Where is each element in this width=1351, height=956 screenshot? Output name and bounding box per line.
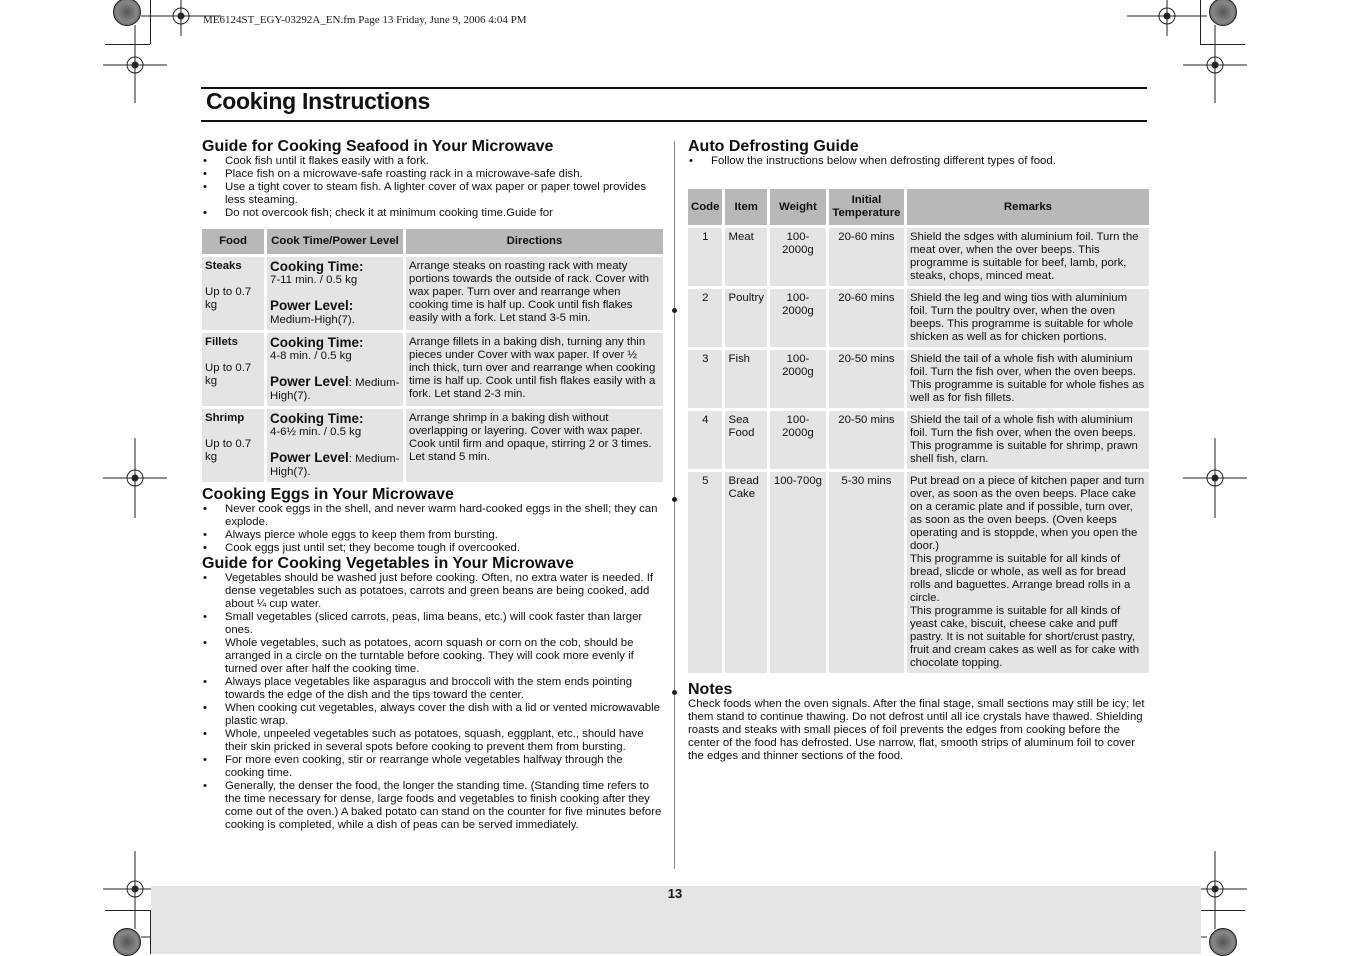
list-item: • When cooking cut vegetables, always cover the dish with a lid or vented microwavable plastic wrap. (202, 702, 664, 728)
list-item: • Always pierce whole eggs to keep them from bursting. (202, 529, 664, 542)
code-cell: 3 (688, 350, 722, 408)
remarks-cell: Shield the leg and wing tios with aluminium foil. Turn the poultry over, when the oven beeps. This programme is suitable for whole shicken as well as for chicken portions. (907, 289, 1149, 347)
weight-cell: 100-2000g (770, 411, 826, 469)
table-row (202, 409, 663, 482)
list-item: • Do not overcook fish; check it at minimum cooking time.Guide for (202, 207, 664, 220)
page-title: Cooking Instructions (206, 88, 431, 114)
temp-cell: 20-50 mins (829, 350, 904, 408)
defrost-bullets (688, 155, 1150, 168)
vegetables-section (202, 555, 664, 832)
list-item: • For more even cooking, stir or rearrange whole vegetables halfway through the cooking time. (202, 754, 664, 780)
eggs-title: Cooking Eggs in Your Microwave (202, 486, 454, 503)
list-item: • Follow the instructions below when defrosting different types of food. (688, 155, 1150, 168)
cooking-time-label: Cooking Time: (270, 411, 364, 426)
code-cell: 2 (688, 289, 722, 347)
table-row (688, 411, 1149, 469)
food-amount: Up to 0.7 kg (205, 362, 252, 387)
food-amount: Up to 0.7 kg (205, 286, 252, 311)
food-name: Fillets (205, 336, 238, 348)
table-row (688, 350, 1149, 408)
power-level-value: Medium-High(7). (270, 314, 355, 326)
cooking-time-value: 4-6½ min. / 0.5 kg (270, 426, 362, 438)
food-name: Shrimp (205, 412, 245, 424)
vegetables-title: Guide for Cooking Vegetables in Your Microwave (202, 555, 574, 572)
list-item: • Whole vegetables, such as potatoes, acorn squash or corn on the cob, should be arranged in a circle on the turntable before cooking. They will cook more evenly if turned over after half the cooking time. (202, 637, 664, 676)
table-header: Weight (770, 189, 826, 225)
power-level-value: : Medium-High(7). (270, 377, 400, 402)
table-header: Cook Time/Power Level (267, 229, 403, 254)
item-cell: Bread Cake (725, 472, 766, 673)
directions-text: Arrange steaks on roasting rack with meaty portions towards the outside of rack. Cover with wax paper. Turn over and rearrange when cooking time is half up. Cook until fish flakes easily with a fork. Let stand 3-5 min. (406, 257, 663, 330)
remarks-cell: Shield the tail of a whole fish with aluminium foil. Turn the fish over, when the oven beeps. This programme is suitable for whole fishes as well as for fish fillets. (907, 350, 1149, 408)
power-level-label: Power Level (270, 450, 349, 465)
title-bottom-rule (201, 120, 1147, 122)
weight-cell: 100-2000g (770, 289, 826, 347)
weight-cell: 100-700g (770, 472, 826, 673)
seafood-section (202, 138, 664, 485)
temp-cell: 20-60 mins (829, 289, 904, 347)
margin-dot (672, 690, 677, 695)
food-name: Steaks (205, 260, 242, 272)
list-item: • Use a tight cover to steam fish. A lighter cover of wax paper or paper towel provides less steaming. (202, 181, 664, 207)
eggs-section (202, 486, 664, 555)
table-row (688, 289, 1149, 347)
notes-title: Notes (688, 681, 733, 698)
margin-dot (672, 308, 677, 313)
temp-cell: 5-30 mins (829, 472, 904, 673)
table-header: Food (202, 229, 264, 254)
list-item: • Cook fish until it flakes easily with a fork. (202, 155, 664, 168)
weight-cell: 100-2000g (770, 350, 826, 408)
power-level-label: Power Level (270, 374, 349, 389)
notes-section (688, 681, 1150, 763)
defrost-table (685, 186, 1152, 676)
directions-text: Arrange fillets in a baking dish, turning any thin pieces under Cover with wax paper. If over ½ inch thick, turn over and rearrange when cooking time is half up. Cook until fish flakes easily with a fork. Let stand 2-3 min. (406, 333, 663, 406)
item-cell: Fish (725, 350, 766, 408)
registration-target-icon (1183, 438, 1247, 518)
table-header: Remarks (907, 189, 1149, 225)
registration-target-icon (1183, 25, 1247, 103)
table-row (202, 333, 663, 406)
file-header: ME6124ST_EGY-03292A_EN.fm Page 13 Friday, June 9, 2006 4:04 PM (203, 14, 527, 26)
remarks-cell: Shield the sdges with aluminium foil. Turn the meat over, when the over beeps. This programme is suitable for beef, lamb, pork, steaks, chops, minced meat. (907, 228, 1149, 286)
remarks-cell: Put bread on a piece of kitchen paper and turn over, as soon as the oven beeps. Place cake on a ceramic plate and if possible, turn over, as soon as the oven beeps. (Oven keeps operating and is stoppde, when you open the door.) This programme is suitable for all kinds of bread, slicde or whole, as well as for bread rolls and baguettes. Arrange bread rolls in a circle. This programme is suitable for all kinds of yeast cake, biscuit, cheese cake and puff pastry. It is not suitable for short/crust pastry, fruit and cream cakes as well as for cake with chocolate topping. (907, 472, 1149, 673)
registration-target-icon (103, 438, 167, 518)
list-item: • Whole, unpeeled vegetables such as potatoes, squash, eggplant, etc., should have their skin pricked in several spots before cooking to prevent them from bursting. (202, 728, 664, 754)
list-item: • Vegetables should be washed just before cooking. Often, no extra water is needed. If dense vegetables such as potatoes, carrots and green beans are being cooked, add about ¼ cup water. (202, 572, 664, 611)
power-level-label: Power Level: (270, 298, 354, 313)
defrost-title: Auto Defrosting Guide (688, 138, 859, 155)
table-header: Code (688, 189, 722, 225)
item-cell: Poultry (725, 289, 766, 347)
code-cell: 4 (688, 411, 722, 469)
list-item: • Cook eggs just until set; they become tough if overcooked. (202, 542, 664, 555)
column-divider (674, 141, 675, 869)
table-header: Initial Temperature (829, 189, 904, 225)
margin-dot (672, 497, 677, 502)
item-cell: Sea Food (725, 411, 766, 469)
list-item: • Place fish on a microwave-safe roasting rack in a microwave-safe dish. (202, 168, 664, 181)
remarks-cell: Shield the tail of a whole fish with aluminium foil. Turn the fish over, when the oven beeps. This programme is suitable for shrimp, prawn shell fish, clarn. (907, 411, 1149, 469)
table-row (688, 228, 1149, 286)
cooking-time-value: 4-8 min. / 0.5 kg (270, 350, 352, 362)
item-cell: Meat (725, 228, 766, 286)
table-header: Item (725, 189, 766, 225)
table-row (688, 472, 1149, 673)
weight-cell: 100-2000g (770, 228, 826, 286)
page-number: 13 (667, 886, 683, 901)
temp-cell: 20-60 mins (829, 228, 904, 286)
food-amount: Up to 0.7 kg (205, 438, 252, 463)
list-item: • Small vegetables (sliced carrots, peas, lima beans, etc.) will cook faster than larger ones. (202, 611, 664, 637)
seafood-table (199, 226, 666, 485)
cooking-time-label: Cooking Time: (270, 335, 364, 350)
list-item: • Never cook eggs in the shell, and never warm hard-cooked eggs in the shell; they can explode. (202, 503, 664, 529)
directions-text: Arrange shrimp in a baking dish without overlapping or layering. Cover with wax paper. Cook until firm and opaque, stirring 2 or 3 times. Let stand 5 min. (406, 409, 663, 482)
temp-cell: 20-50 mins (829, 411, 904, 469)
seafood-title: Guide for Cooking Seafood in Your Microwave (202, 138, 554, 155)
seafood-bullets (202, 155, 664, 220)
registration-target-icon (103, 25, 167, 103)
vegetables-bullets (202, 572, 664, 832)
power-level-value: : Medium-High(7). (270, 453, 400, 478)
cooking-time-label: Cooking Time: (270, 259, 364, 274)
registration-target-icon (1127, 0, 1207, 36)
list-item: • Generally, the denser the food, the longer the standing time. (Standing time refers to the time necessary for dense, large foods and vegetables to finish cooking after they come out of the oven.) A baked potato can stand on the counter for five minutes before cooking is completed, while a dish of peas can be served immediately. (202, 780, 664, 832)
cooking-time-value: 7-11 min. / 0.5 kg (270, 274, 358, 286)
defrost-section (688, 138, 1150, 676)
code-cell: 5 (688, 472, 722, 673)
code-cell: 1 (688, 228, 722, 286)
list-item: • Always place vegetables like asparagus and broccoli with the stem ends pointing towards the edge of the dish and the tips toward the center. (202, 676, 664, 702)
table-row (202, 257, 663, 330)
table-header: Directions (406, 229, 663, 254)
notes-text: Check foods when the oven signals. After the final stage, small sections may still be icy; let them stand to continue thawing. Do not defrost until all ice crystals have thawed. Shielding roasts and steaks with small pieces of foil prevents the edges from cooking before the center of the food has defrosted. Use narrow, flat, smooth strips of aluminum foil to cover the edges and thinner sections of the food. (688, 698, 1145, 762)
eggs-bullets (202, 503, 664, 555)
